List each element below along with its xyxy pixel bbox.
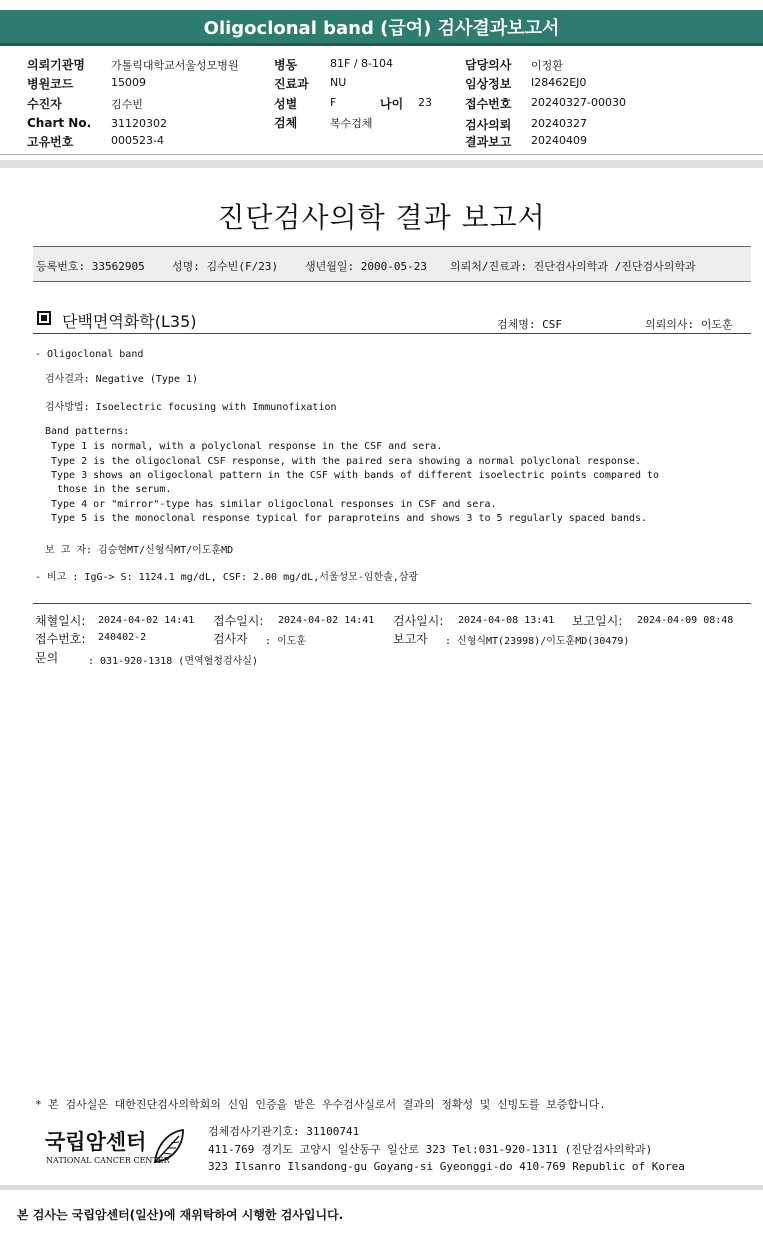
logo-english-text: NATIONAL CANCER CENTER — [46, 1156, 170, 1165]
value-report-time: 2024-04-09 08:48 — [637, 615, 734, 626]
value-reporter: : 신형식MT(23998)/이도훈MD(30479) — [445, 636, 630, 647]
document-title: 진단검사의학 결과 보고서 — [217, 201, 546, 234]
test-result: 검사결과: Negative (Type 1) — [45, 374, 199, 385]
patient-info-bar — [33, 246, 751, 282]
value-specimen: 복수검체 — [330, 117, 373, 130]
label-physician: 담당의사 — [465, 58, 512, 72]
footer-divider — [0, 1185, 763, 1190]
label-patient: 수진자 — [27, 97, 62, 111]
label-unique-no: 고유번호 — [27, 135, 74, 149]
dates-divider — [33, 603, 751, 604]
label-chart-no: Chart No. — [27, 116, 92, 130]
value-patient: 김수빈 — [111, 98, 143, 111]
label-tester: 검사자 — [213, 632, 248, 646]
section-divider — [33, 333, 751, 334]
label-receipt-number: 접수번호: — [35, 632, 86, 646]
value-clinical-info: I28462EJ0 — [531, 76, 587, 89]
address-korean: 411-769 경기도 고양시 일산동구 일산로 323 Tel:031-920-1311 (진단검사의학과) — [208, 1143, 653, 1156]
header-divider — [0, 154, 763, 155]
registration-number: 등록번호: 33562905 — [36, 260, 145, 273]
band-pattern-type3: Type 3 shows an oligoclonal pattern in the CSF with bands of different isoelectric points compared to — [51, 470, 660, 481]
label-clinical-info: 임상정보 — [465, 77, 512, 91]
label-reporter: 보고자 — [393, 632, 428, 646]
value-institution: 가톨릭대학교서울성모병원 — [111, 59, 239, 72]
label-report-date: 결과보고 — [465, 135, 512, 149]
value-age: 23 — [418, 96, 432, 109]
value-department: NU — [330, 76, 347, 89]
label-inquiry: 문의 — [35, 651, 59, 665]
birth-date: 생년월일: 2000-05-23 — [305, 260, 427, 273]
value-unique-no: 000523-4 — [111, 134, 164, 147]
value-tester: : 이도훈 — [265, 636, 307, 647]
test-method: 검사방법: Isoelectric focusing with Immunofixation — [45, 402, 337, 413]
agency-code: 검체검사기관기호: 31100741 — [208, 1125, 360, 1138]
label-hospital-code: 병원코드 — [27, 77, 74, 91]
label-department: 진료과 — [274, 77, 309, 91]
band-pattern-type2: Type 2 is the oligoclonal CSF response, with the paired sera showing a normal polyclonal response. — [51, 456, 642, 467]
band-patterns-heading: Band patterns: — [45, 426, 130, 437]
value-sex: F — [330, 96, 337, 109]
test-name: - Oligoclonal band — [35, 349, 144, 360]
value-physician: 이정환 — [531, 59, 563, 72]
band-pattern-type5: Type 5 is the monoclonal response typical for paraproteins and shows 3 to 5 regularly spaced bands. — [51, 513, 648, 524]
leaf-logo-icon — [151, 1126, 187, 1166]
value-chart-no: 31120302 — [111, 117, 167, 130]
header-shadow-band — [0, 160, 763, 168]
label-receipt-time: 접수일시: — [213, 614, 264, 628]
band-pattern-type3-cont: those in the serum. — [57, 484, 172, 495]
value-test-time: 2024-04-08 13:41 — [458, 615, 555, 626]
reporters: 보 고 자: 김승현MT/신형식MT/이도훈MD — [45, 545, 234, 556]
value-ward: 81F / 8-104 — [330, 57, 393, 70]
national-cancer-center-logo — [45, 1124, 205, 1170]
outsourcing-notice: 본 검사는 국립암센터(일산)에 재위탁하여 시행한 검사입니다. — [17, 1208, 344, 1222]
ordering-doctor: 의뢰의사: 이도훈 — [645, 318, 733, 331]
value-inquiry: : 031-920-1318 (면역혈청검사실) — [88, 656, 258, 667]
label-specimen: 검체 — [274, 116, 298, 130]
value-receipt-time: 2024-04-02 14:41 — [278, 615, 375, 626]
value-report-date: 20240409 — [531, 134, 587, 147]
specimen-name: 검체명: CSF — [497, 318, 562, 331]
label-report-time: 보고일시: — [572, 614, 623, 628]
value-receipt-number: 240402-2 — [98, 632, 147, 643]
label-ward: 병동 — [274, 58, 298, 72]
referring-department: 의뢰처/진료과: 진단검사의학과 /진단검사의학과 — [450, 260, 696, 273]
square-box-icon — [37, 311, 51, 325]
certification-notice: * 본 검사실은 대한진단검사의학회의 신임 인증을 받은 우수검사실로서 결과의 정확성 및 신빙도를 보증합니다. — [35, 1098, 606, 1111]
report-title: Oligoclonal band (급여) 검사결과보고서 — [203, 17, 560, 39]
label-test-time: 검사일시: — [393, 614, 444, 628]
band-pattern-type1: Type 1 is normal, with a polyclonal response in the CSF and sera. — [51, 441, 443, 452]
label-request-date: 검사의뢰 — [465, 118, 512, 132]
section-title: 단백면역화학(L35) — [62, 312, 197, 331]
band-pattern-type4: Type 4 or "mirror"-type has similar oligoclonal responses in CSF and sera. — [51, 499, 497, 510]
report-title-bar — [0, 10, 763, 46]
address-english: 323 Ilsanro Ilsandong-gu Goyang-si Gyeonggi-do 410-769 Republic of Korea — [208, 1160, 685, 1173]
label-accession: 접수번호 — [465, 97, 512, 111]
logo-korean-text: 국립암센터 — [45, 1130, 147, 1154]
remark: - 비고 : IgG-> S: 1124.1 mg/dL, CSF: 2.00 mg/dL,서울성모-임한솔,삼광 — [35, 572, 419, 583]
patient-name: 성명: 김수빈(F/23) — [172, 260, 279, 273]
value-hospital-code: 15009 — [111, 76, 146, 89]
label-age: 나이 — [380, 97, 404, 111]
label-sex: 성별 — [274, 97, 298, 111]
value-request-date: 20240327 — [531, 117, 587, 130]
value-draw-time: 2024-04-02 14:41 — [98, 615, 195, 626]
value-accession: 20240327-00030 — [531, 96, 626, 109]
label-draw-time: 채혈일시: — [35, 614, 86, 628]
label-institution: 의뢰기관명 — [27, 58, 85, 72]
